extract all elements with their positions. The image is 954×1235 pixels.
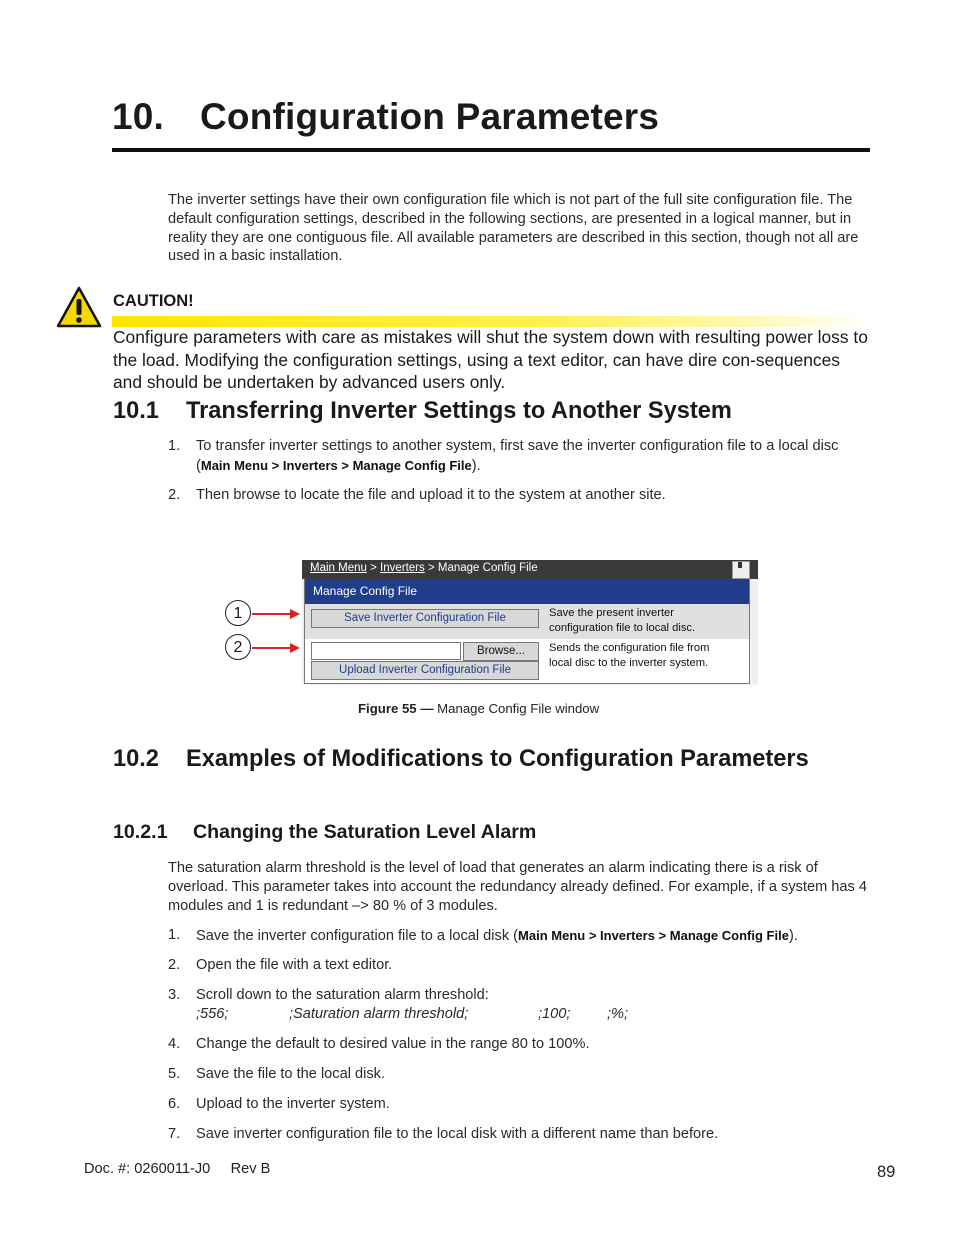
list-text-after: ). xyxy=(788,928,798,944)
chapter-rule xyxy=(112,148,870,152)
file-path-input[interactable] xyxy=(311,642,461,660)
code-field: ;100; xyxy=(538,1006,571,1022)
chapter-title xyxy=(112,96,659,138)
arrow-icon xyxy=(252,643,300,653)
caption-text: Manage Config File window xyxy=(437,701,600,716)
list-number: 2. xyxy=(168,487,181,503)
list-number: 6. xyxy=(168,1096,181,1112)
code-field: ;%; xyxy=(607,1006,629,1022)
list-item xyxy=(168,956,868,975)
footer-doc-number xyxy=(84,1161,270,1177)
subsection-number: 10.2.1 xyxy=(113,821,168,843)
list-item xyxy=(168,1035,868,1054)
list-item xyxy=(168,926,868,946)
doc-revision: Rev B xyxy=(230,1161,271,1177)
list-number: 7. xyxy=(168,1126,181,1142)
subsection-title: Changing the Saturation Level Alarm xyxy=(193,821,537,843)
section-number: 10.1 xyxy=(113,398,159,424)
list-number: 3. xyxy=(168,987,181,1003)
section-heading-10-2 xyxy=(113,746,809,773)
callout-1: 1 xyxy=(225,600,251,626)
doc-id: Doc. #: 0260011-J0 xyxy=(84,1161,211,1177)
list-text: Save inverter configuration file to the local disk with a different name than before. xyxy=(196,1126,719,1142)
breadcrumb-inverters[interactable]: Inverters xyxy=(380,562,425,574)
list-number: 5. xyxy=(168,1066,181,1082)
list-text: To transfer inverter settings to another system, first save the inverter configuration file to a local disc ( xyxy=(196,438,839,474)
breadcrumb xyxy=(310,560,538,577)
save-description-line: configuration file to local disc. xyxy=(549,621,696,634)
menu-path: Main Menu > Inverters > Manage Config File xyxy=(518,928,789,943)
list-item xyxy=(168,1095,868,1114)
save-row xyxy=(305,604,749,639)
list-text: Upload to the inverter system. xyxy=(196,1096,390,1112)
upload-description-line: local disc to the inverter system. xyxy=(549,656,709,669)
caution-text: Configure parameters with care as mistakes will shut the system down with resulting power loss to the load. Modifying the configuration settings, using a text editor, can have dire con-sequences and should be undertaken by advanced users only. xyxy=(113,327,868,393)
page-number: 89 xyxy=(877,1163,896,1181)
warning-icon xyxy=(56,286,102,328)
upload-config-button[interactable]: Upload Inverter Configuration File xyxy=(311,661,539,680)
save-description-line: Save the present inverter xyxy=(549,607,674,619)
section-heading-10-1 xyxy=(113,398,732,425)
list-number: 1. xyxy=(168,927,181,943)
callout-2: 2 xyxy=(225,634,251,660)
list-text: Scroll down to the saturation alarm threshold: xyxy=(196,987,489,1003)
list-text: Save the inverter configuration file to a local disk ( xyxy=(196,928,519,944)
chapter-number: 10. xyxy=(112,96,165,137)
list-number: 2. xyxy=(168,957,181,973)
breadcrumb-current: Manage Config File xyxy=(437,562,538,574)
breadcrumb-main-menu[interactable]: Main Menu xyxy=(310,562,367,574)
breadcrumb-separator: > xyxy=(370,562,377,574)
callout-arrows xyxy=(250,605,302,655)
window-header-title: Manage Config File xyxy=(313,584,418,598)
breadcrumb-separator: > xyxy=(427,562,435,574)
upload-row xyxy=(305,639,749,683)
list-item xyxy=(168,437,868,476)
section-number: 10.2 xyxy=(113,746,159,772)
section-title: Examples of Modifications to Configuration Parameters xyxy=(186,746,809,772)
code-field: ;556; xyxy=(196,1006,229,1022)
list-text: Change the default to desired value in the range 80 to 100%. xyxy=(196,1036,590,1052)
menu-path: Main Menu > Inverters > Manage Config File xyxy=(200,458,472,473)
browse-button[interactable]: Browse... xyxy=(463,642,539,661)
config-code-line xyxy=(196,1005,868,1024)
list-item xyxy=(168,1125,868,1144)
list-item xyxy=(168,486,868,505)
arrow-icon xyxy=(252,609,300,619)
list-text: Then browse to locate the file and upload it to the system at another site. xyxy=(196,487,666,503)
list-number: 1. xyxy=(168,438,181,454)
figure-caption xyxy=(358,701,599,716)
window-header xyxy=(305,579,749,604)
save-icon[interactable] xyxy=(732,561,750,579)
config-window xyxy=(302,560,758,685)
save-description xyxy=(549,606,695,635)
section-title: Transferring Inverter Settings to Another System xyxy=(186,398,732,424)
caution-title: CAUTION! xyxy=(113,292,194,310)
list-item xyxy=(168,1065,868,1084)
upload-description-line: Sends the configuration file from xyxy=(549,642,710,654)
upload-description xyxy=(549,641,709,670)
save-config-button[interactable]: Save Inverter Configuration File xyxy=(311,609,539,628)
list-item xyxy=(168,986,868,1024)
subsection-heading-10-2-1 xyxy=(113,821,536,844)
window-topbar xyxy=(302,560,758,579)
chapter-intro: The inverter settings have their own configuration file which is not part of the full site configuration file. The default configuration settings, described in the following sections, are presented in a logical manner, but in reality they are one contiguous file. All available parameters are described in this section, though not all are used in a basic installation. xyxy=(168,192,859,265)
list-text-after: ). xyxy=(471,458,481,474)
window-body xyxy=(304,579,750,684)
list-text: Open the file with a text editor. xyxy=(196,957,393,973)
figure-label: Figure 55 xyxy=(358,701,417,716)
caption-separator: — xyxy=(420,701,434,716)
list-text: Save the file to the local disk. xyxy=(196,1066,386,1082)
list-number: 4. xyxy=(168,1036,181,1052)
chapter-title-text: Configuration Parameters xyxy=(200,96,660,137)
code-field: ;Saturation alarm threshold; xyxy=(289,1006,469,1022)
subsection-intro: The saturation alarm threshold is the level of load that generates an alarm indicating there is a risk of overload. This parameter takes into account the redundancy already defined. For example, if a system has 4 modules and 1 is redundant –> 80 % of 3 modules. xyxy=(168,860,867,914)
